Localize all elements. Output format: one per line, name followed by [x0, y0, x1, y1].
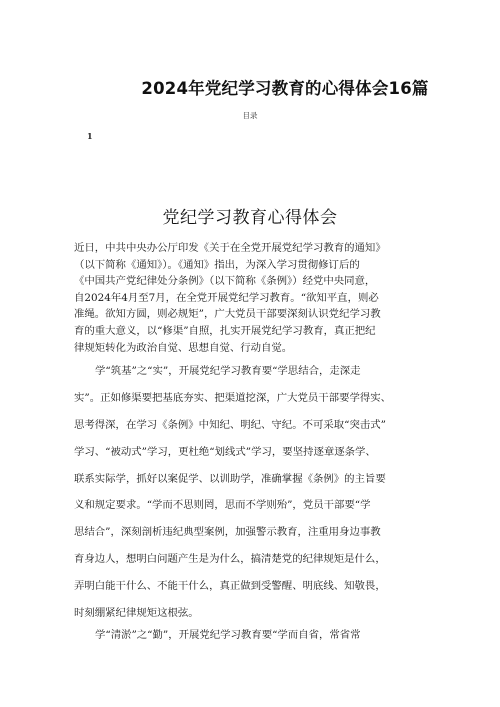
- intro-line: （以下简称《通知》）。《通知》指出，为深入学习贯彻修订后的: [74, 258, 360, 271]
- paragraph-line: 学“筑基”之“实”，开展党纪学习教育要“学思结合，走深走: [95, 365, 361, 377]
- paragraph-line: 思结合”，深刻剖析违纪典型案例，加强警示教育，注重用身边事教: [74, 526, 381, 539]
- intro-line: 育的重大意义，以“修渠”自照，扎实开展党纪学习教育，真正把纪: [74, 324, 376, 337]
- paragraph-line: 学“清淤”之“勤”，开展党纪学习教育要“学而自省，常省常: [95, 629, 361, 641]
- intro-line: 近日，中共中央办公厅印发《关于在全党开展党纪学习教育的通知》: [74, 242, 386, 254]
- intro-paragraph: [74, 240, 434, 356]
- paragraph-line: 学习、“被动式”学习，更杜绝“划线式”学习，要坚持逐章逐条学、: [74, 445, 376, 458]
- paragraph-line: 思考得深，在学习《条例》中知纪、明纪、守纪。不可采取“突击式”: [74, 418, 386, 431]
- intro-line: 《中国共产党纪律处分条例》（以下简称《条例》）经党中央同意，: [74, 275, 376, 288]
- paragraph-line: 育身边人，想明白问题产生是为什么，搞清楚党的纪律规矩是什么，: [74, 553, 386, 566]
- body-paragraph-foundation: [74, 358, 434, 627]
- intro-line: 准绳。欲知方圆，则必规矩”，广大党员干部要深刻认识党纪学习教: [74, 308, 381, 321]
- table-of-contents-label: 目录: [242, 111, 258, 120]
- document-title: 2024年党纪学习教育的心得体会16篇: [141, 79, 429, 98]
- toc-entry-number: 1: [87, 131, 93, 141]
- paragraph-line: 联系实际学，抓好以案促学、以训助学，准确掌握《条例》的主旨要: [74, 472, 386, 485]
- body-paragraph-diligence: [74, 622, 434, 649]
- intro-line: 律规矩转化为政治自觉、思想自觉、行动自觉。: [74, 341, 293, 354]
- paragraph-line: 时刻绷紧纪律规矩这根弦。: [74, 607, 199, 620]
- intro-line: 自2024年4月至7月，在全党开展党纪学习教育。“欲知平直，则必: [74, 291, 379, 304]
- paragraph-line: 弄明白能干什么、不能干什么，真正做到受警醒、明底线、知敬畏，: [74, 580, 386, 593]
- section-heading: 党纪学习教育心得体会: [162, 208, 338, 228]
- paragraph-line: 义和规定要求。“学而不思则罔，思而不学则殆”，党员干部要“学: [74, 499, 371, 512]
- paragraph-line: 实”。正如修渠要把基底夯实、把渠道挖深，广大党员干部要学得实、: [74, 391, 392, 404]
